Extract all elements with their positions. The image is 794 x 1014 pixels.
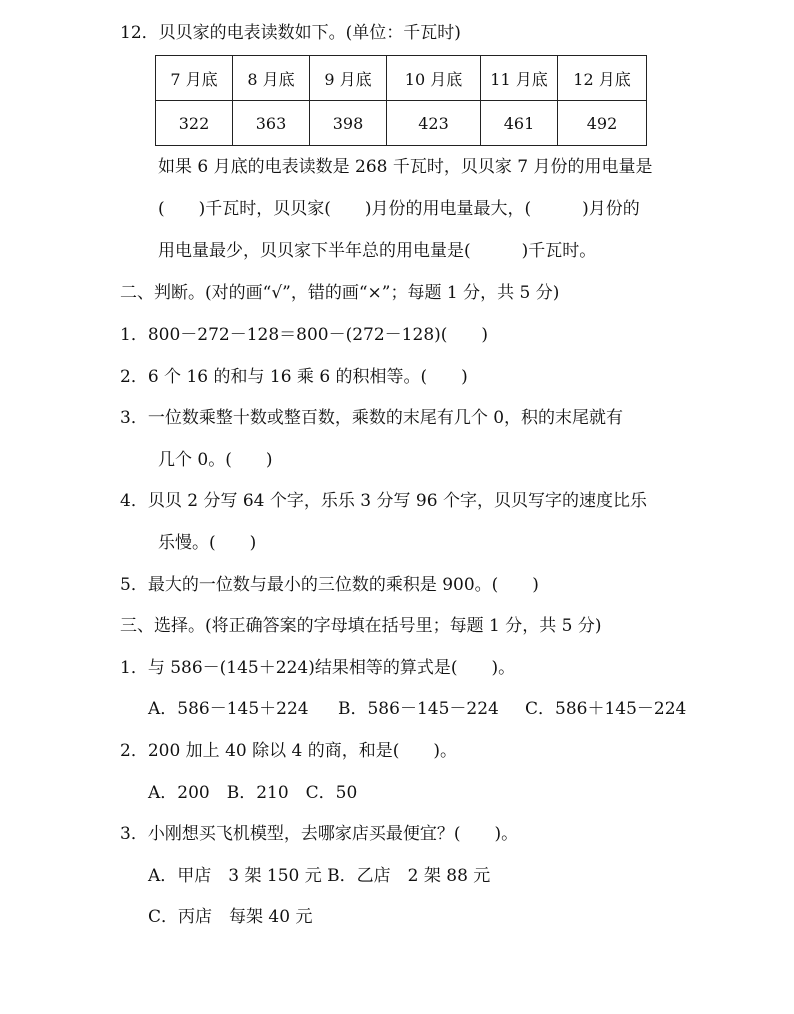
choice-1-option-b: B．586－145－224 <box>338 699 499 719</box>
judgement-item-2: 2．6 个 16 的和与 16 乘 6 的积相等。( ) <box>120 367 468 387</box>
section-2-title: 二、判断。(对的画“√”，错的画“×”；每题 1 分，共 5 分) <box>120 283 560 303</box>
choice-2-options: A．200 B．210 C．50 <box>148 783 358 803</box>
choice-1-option-c: C．586＋145－224 <box>525 699 687 719</box>
judgement-item-4-continued: 乐慢。( ) <box>158 533 257 553</box>
judgement-item-3: 3．一位数乘整十数或整百数，乘数的末尾有几个 0，积的末尾就有 <box>120 408 624 428</box>
table-header-row <box>156 56 647 101</box>
table-value-cell: 461 <box>481 101 558 146</box>
table-value-row <box>156 101 647 146</box>
table-header-cell: 9 月底 <box>310 56 387 101</box>
question-12-title: 12．贝贝家的电表读数如下。(单位：千瓦时) <box>120 23 461 43</box>
meter-reading-table <box>155 55 647 146</box>
table-value-cell: 363 <box>233 101 310 146</box>
question-12-text-line-1: 如果 6 月底的电表读数是 268 千瓦时，贝贝家 7 月份的用电量是 <box>158 157 653 177</box>
judgement-item-3-continued: 几个 0。( ) <box>158 450 273 470</box>
table-header-cell: 12 月底 <box>558 56 647 101</box>
table-header-cell: 11 月底 <box>481 56 558 101</box>
table-value-cell: 322 <box>156 101 233 146</box>
judgement-item-1: 1．800－272－128＝800－(272－128)( ) <box>120 325 489 345</box>
choice-3-options-ab: A．甲店 3 架 150 元 B．乙店 2 架 88 元 <box>148 866 491 886</box>
choice-question-1: 1．与 586－(145＋224)结果相等的算式是( )。 <box>120 658 516 678</box>
judgement-item-5: 5．最大的一位数与最小的三位数的乘积是 900。( ) <box>120 575 539 595</box>
table-header-cell: 10 月底 <box>387 56 481 101</box>
choice-1-option-a: A．586－145＋224 <box>148 699 309 719</box>
choice-3-option-c: C．丙店 每架 40 元 <box>148 907 313 927</box>
table-value-cell: 492 <box>558 101 647 146</box>
question-12-text-line-3: 用电量最少，贝贝家下半年总的用电量是( )千瓦时。 <box>158 241 597 261</box>
question-12-text-line-2: ( )千瓦时，贝贝家( )月份的用电量最大，( )月份的 <box>158 199 640 219</box>
table-header-cell: 7 月底 <box>156 56 233 101</box>
choice-question-2: 2．200 加上 40 除以 4 的商，和是( )。 <box>120 741 457 761</box>
table-value-cell: 423 <box>387 101 481 146</box>
choice-question-3: 3．小刚想买飞机模型，去哪家店买最便宜？( )。 <box>120 824 519 844</box>
section-3-title: 三、选择。(将正确答案的字母填在括号里；每题 1 分，共 5 分) <box>120 616 602 636</box>
table-header-cell: 8 月底 <box>233 56 310 101</box>
judgement-item-4: 4．贝贝 2 分写 64 个字，乐乐 3 分写 96 个字，贝贝写字的速度比乐 <box>120 491 647 511</box>
table-value-cell: 398 <box>310 101 387 146</box>
